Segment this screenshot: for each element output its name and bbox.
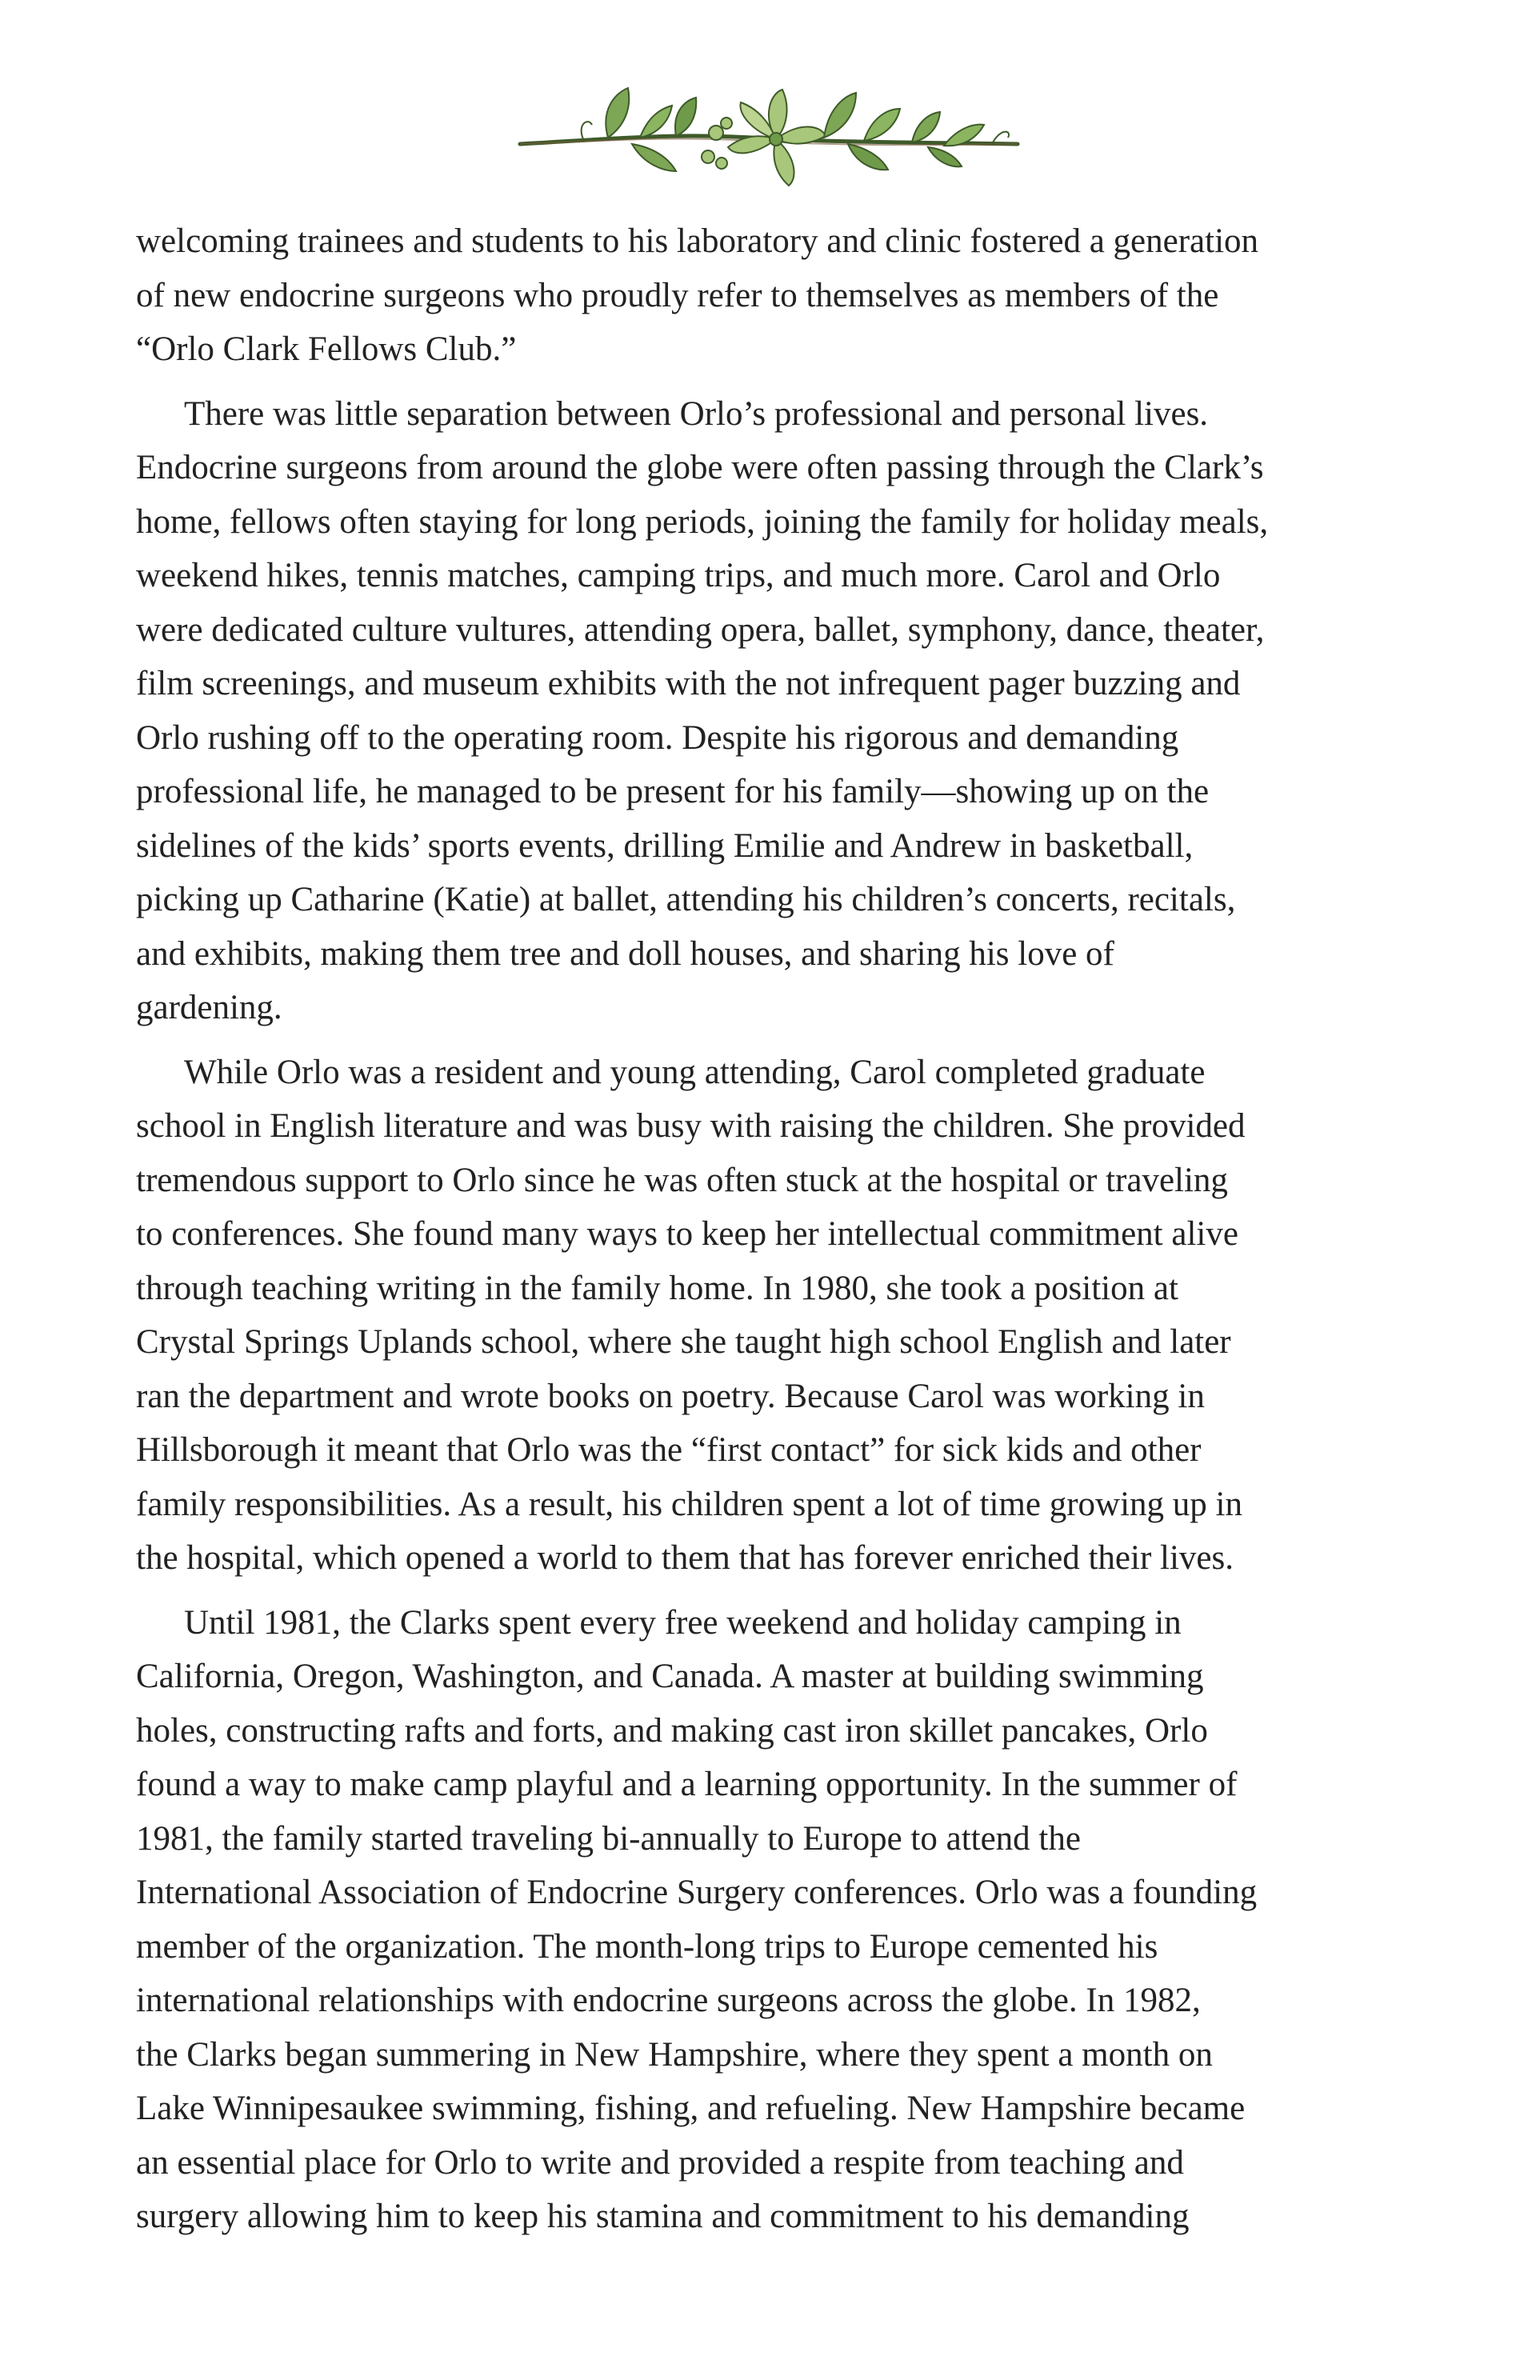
text-line: Until 1981, the Clarks spent every free weekend and holiday camping in (184, 1603, 1182, 1642)
paragraph-2 (136, 387, 1416, 1035)
text-line: surgery allowing him to keep his stamina and commitment to his demanding (136, 2198, 1190, 2235)
text-line: sidelines of the kids’ sports events, drilling Emilie and Andrew in basketball, (136, 826, 1194, 865)
text-line: Orlo rushing off to the operating room. Despite his rigorous and demanding (136, 718, 1179, 757)
text-line: While Orlo was a resident and young attending, Carol completed graduate (184, 1053, 1206, 1091)
text-line: of new endocrine surgeons who proudly refer to themselves as members of the (136, 276, 1219, 314)
body-text (136, 214, 1416, 2254)
text-line: and exhibits, making them tree and doll houses, and sharing his love of (136, 934, 1114, 973)
text-line: Endocrine surgeons from around the globe were often passing through the Clark’s (136, 449, 1264, 486)
text-line: home, fellows often staying for long periods, joining the family for holiday meals, (136, 502, 1269, 541)
paragraph-3 (136, 1046, 1416, 1586)
text-line: family responsibilities. As a result, his children spent a lot of time growing up in (136, 1485, 1242, 1523)
text-line: picking up Catharine (Katie) at ballet, attending his children’s concerts, recitals, (136, 881, 1236, 918)
text-line: found a way to make camp playful and a learning opportunity. In the summer of (136, 1766, 1238, 1803)
text-line: the hospital, which opened a world to them that has forever enriched their lives. (136, 1539, 1234, 1577)
text-line: Crystal Springs Uplands school, where she taught high school English and later (136, 1323, 1231, 1361)
text-line: to conferences. She found many ways to keep her intellectual commitment alive (136, 1215, 1238, 1253)
text-line: There was little separation between Orlo’s professional and personal lives. (184, 394, 1209, 433)
text-line: an essential place for Orlo to write and provided a respite from teaching and (136, 2143, 1184, 2182)
text-line: professional life, he managed to be present for his family—showing up on the (136, 773, 1210, 810)
text-line: Lake Winnipesaukee swimming, fishing, and refueling. New Hampshire became (136, 2090, 1246, 2127)
text-line: film screenings, and museum exhibits with the not infrequent pager buzzing and (136, 665, 1241, 702)
text-line: holes, constructing rafts and forts, and making cast iron skillet pancakes, Orlo (136, 1711, 1208, 1750)
text-line: school in English literature and was busy with raising the children. She provided (136, 1107, 1246, 1145)
text-line: international relationships with endocrine surgeons across the globe. In 1982, (136, 1982, 1201, 2019)
text-line: welcoming trainees and students to his laboratory and clinic fostered a generation (136, 222, 1259, 260)
text-line: California, Oregon, Washington, and Canada. A master at building swimming (136, 1658, 1204, 1695)
text-line: International Association of Endocrine Surgery conferences. Orlo was a founding (136, 1874, 1258, 1911)
text-line: 1981, the family started traveling bi-annually to Europe to attend the (136, 1819, 1081, 1858)
text-line: were dedicated culture vultures, attending opera, ballet, symphony, dance, theater, (136, 610, 1265, 649)
paragraph-4 (136, 1596, 1416, 2244)
text-line: ran the department and wrote books on poetry. Because Carol was working in (136, 1377, 1205, 1415)
text-line: Hillsborough it meant that Orlo was the “first contact” for sick kids and other (136, 1431, 1202, 1469)
text-line: member of the organization. The month-long trips to Europe cemented his (136, 1927, 1158, 1966)
text-line: gardening. (136, 989, 282, 1026)
floral-vine-ornament-icon (512, 77, 1024, 197)
text-line: the Clarks began summering in New Hampshire, where they spent a month on (136, 2035, 1213, 2074)
text-line: through teaching writing in the family home. In 1980, she took a position at (136, 1269, 1178, 1307)
text-line: tremendous support to Orlo since he was often stuck at the hospital or traveling (136, 1161, 1228, 1199)
paragraph-1 (136, 214, 1416, 377)
text-line: weekend hikes, tennis matches, camping trips, and much more. Carol and Orlo (136, 557, 1221, 594)
text-line: “Orlo Clark Fellows Club.” (136, 330, 517, 368)
